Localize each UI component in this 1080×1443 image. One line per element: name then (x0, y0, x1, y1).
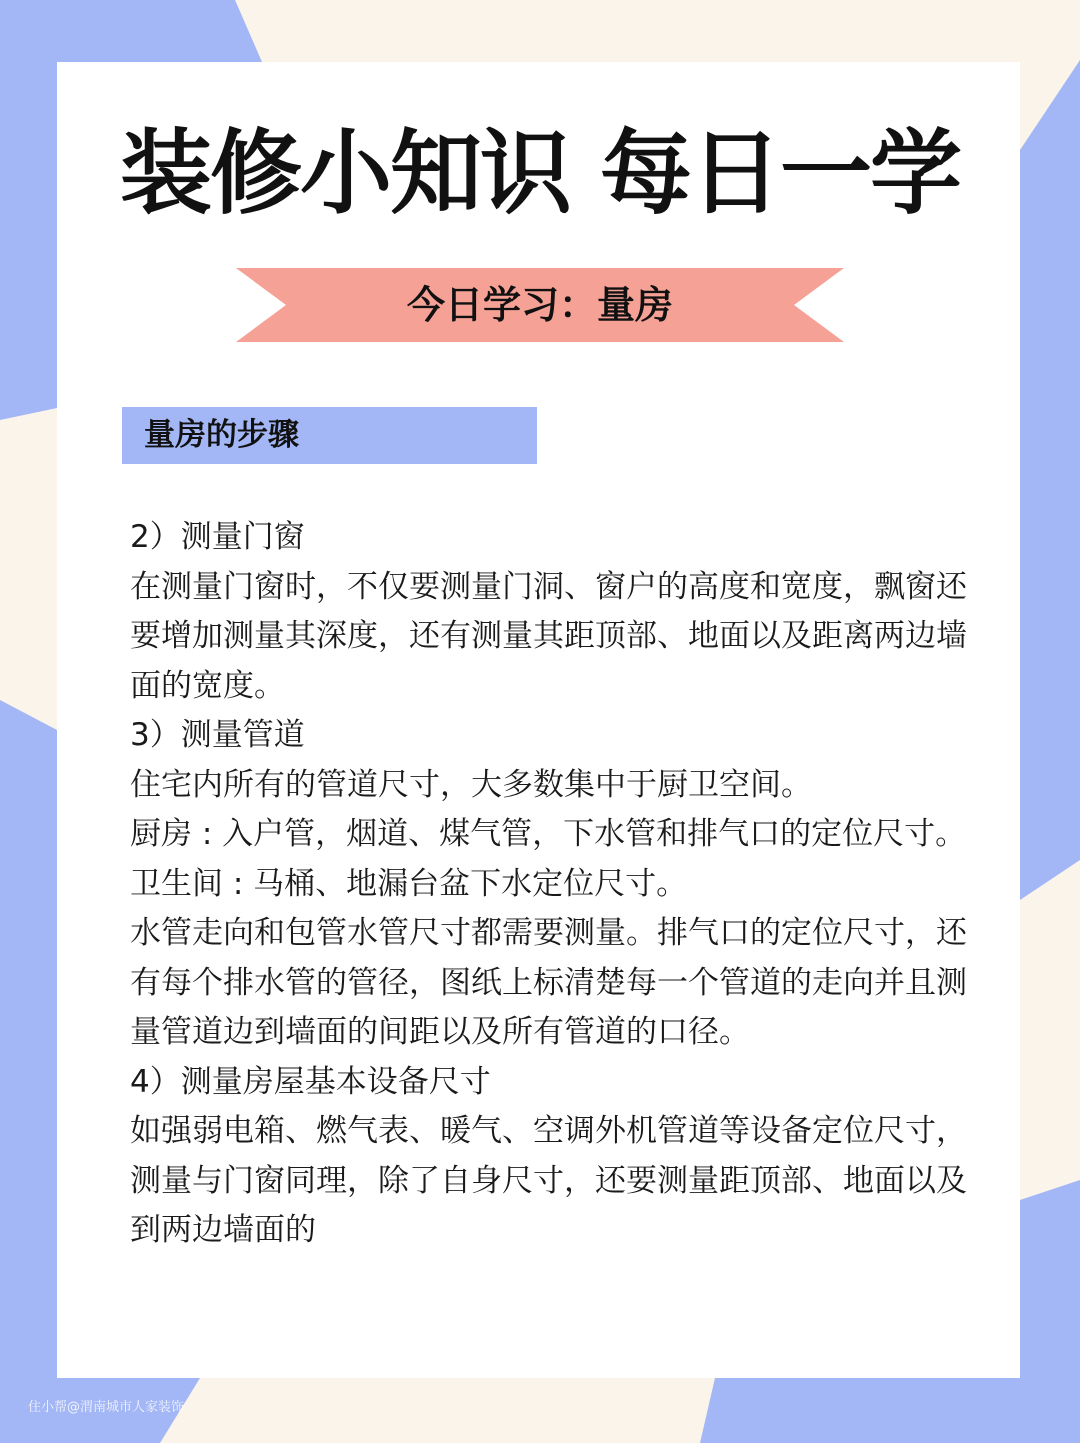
paragraph-pipe-direction: 水管走向和包管水管尺寸都需要测量。排气口的定位尺寸，还有每个排水管的管径，图纸上标清楚每一个管道的走向并且测量管道边到墙面的间距以及所有管道的口径。 (130, 915, 967, 1050)
section-header (122, 407, 537, 464)
page-title: 装修小知识 每日一学 (119, 119, 961, 227)
section-heading: 量房的步骤 (144, 417, 299, 453)
watermark: 住小帮@渭南城市人家装饰 (28, 1400, 185, 1415)
ribbon-label: 今日学习：量房 (406, 283, 673, 327)
subheading-pipes: 3）测量管道 (130, 717, 305, 753)
paragraph-doors-windows: 在测量门窗时，不仅要测量门洞、窗户的高度和宽度，飘窗还要增加测量其深度，还有测量其距顶部、地面以及距离两边墙面的宽度。 (130, 568, 967, 704)
paragraph-bathroom: 卫生间 : 马桶、地漏台盆下水定位尺寸。 (130, 865, 688, 902)
article-body (130, 513, 975, 1256)
subheading-equipment: 4）测量房屋基本设备尺寸 (130, 1063, 491, 1100)
paragraph-pipes-intro: 住宅内所有的管道尺寸，大多数集中于厨卫空间。 (130, 766, 812, 803)
subheading-doors-windows: 2）测量门窗 (130, 519, 305, 555)
paragraph-kitchen: 厨房 : 入户管，烟道、煤气管，下水管和排气口的定位尺寸。 (130, 816, 967, 852)
paragraph-equipment: 如强弱电箱、燃气表、暖气、空调外机管道等设备定位尺寸，测量与门窗同理，除了自身尺寸，还要测量距顶部、地面以及到两边墙面的 (130, 1113, 967, 1248)
